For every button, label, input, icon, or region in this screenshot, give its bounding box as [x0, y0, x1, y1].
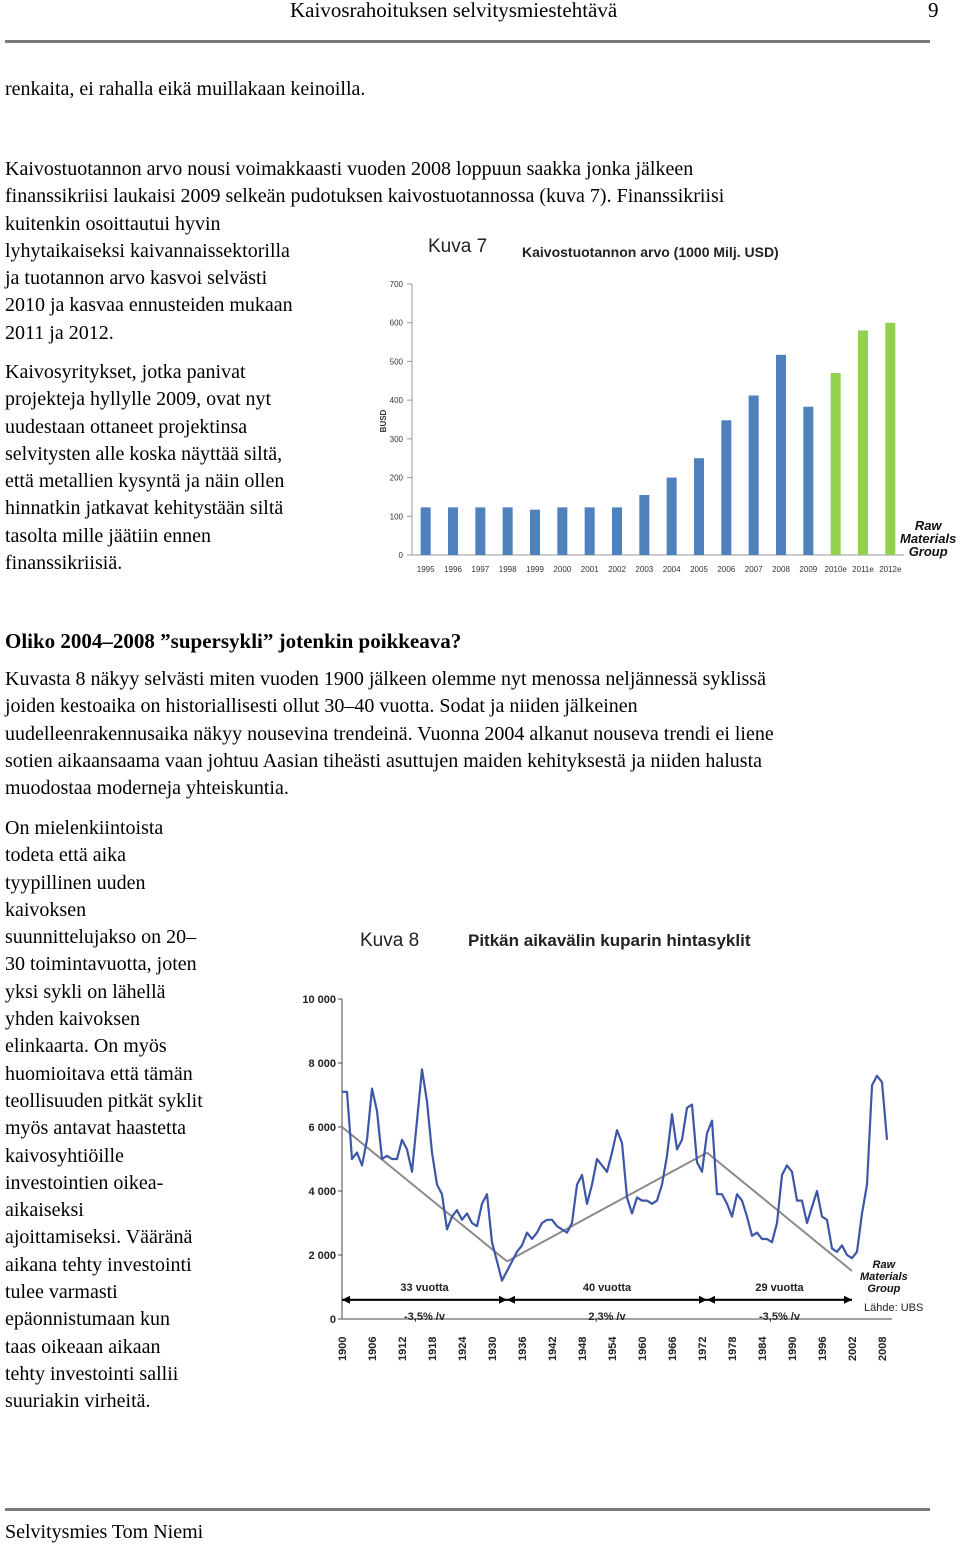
- bar-1997: [475, 507, 485, 555]
- para5-line: tehty investointi sallii: [5, 1362, 179, 1385]
- para2-line: kuitenkin osoittautui hyvin: [5, 212, 221, 235]
- para5-line: ajoittamiseksi. Vääränä: [5, 1226, 193, 1249]
- x-tick-label: 1948: [577, 1336, 589, 1361]
- x-tick-label: 2004: [662, 565, 681, 574]
- logo-line: Materials: [900, 531, 957, 546]
- bar-2004: [667, 478, 677, 555]
- y-tick-label: 8 000: [308, 1058, 336, 1070]
- para3-line: tasolta mille jäätiin ennen: [5, 524, 212, 547]
- y-tick-label: 4 000: [308, 1186, 336, 1198]
- x-tick-label: 1906: [367, 1336, 379, 1361]
- cycle-rate-label: 2,3% /v: [588, 1310, 626, 1323]
- para2-line: 2010 ja kasvaa ennusteiden mukaan: [5, 294, 293, 317]
- para5-line: myös antavat haastetta: [5, 1117, 187, 1140]
- figure-8-line-chart: [290, 918, 940, 1368]
- bar-2009: [803, 407, 813, 555]
- cycle-duration-label: 33 vuotta: [400, 1281, 449, 1294]
- para5-line: teollisuuden pitkät syklit: [5, 1089, 203, 1112]
- para3-line: finanssikriisiä.: [5, 552, 123, 575]
- para5-line: kaivoksen: [5, 898, 87, 921]
- logo-line: Materials: [860, 1271, 908, 1283]
- figure-7-y-axis-label: BUSD: [379, 409, 388, 433]
- para3-line: Kaivosyritykset, jotka panivat: [5, 361, 246, 383]
- x-tick-label: 1990: [787, 1336, 799, 1361]
- para5-line: huomioitava että tämän: [5, 1062, 193, 1085]
- x-tick-label: 1930: [487, 1336, 499, 1361]
- cycle-arrow-head: [342, 1296, 350, 1304]
- y-tick-label: 0: [329, 1314, 336, 1326]
- paragraph-cycles: [5, 666, 774, 802]
- x-tick-label: 1997: [471, 565, 490, 574]
- para5-line: elinkaarta. On myös: [5, 1035, 167, 1058]
- cycle-arrow-head: [507, 1296, 515, 1304]
- bar-2001: [585, 507, 595, 555]
- cycle-arrow-head: [844, 1296, 852, 1304]
- cycle-rate-label: -3,5% /v: [404, 1310, 445, 1323]
- copper-price-line: [342, 1069, 887, 1280]
- x-tick-label: 1998: [498, 565, 517, 574]
- bar-2007: [749, 395, 759, 555]
- x-tick-label: 1978: [727, 1336, 739, 1361]
- cycle-rate-label: -3,5% /v: [759, 1310, 800, 1323]
- cycle-arrow-head: [699, 1296, 707, 1304]
- bar-2000: [557, 507, 567, 555]
- x-tick-label: 1912: [397, 1336, 409, 1361]
- x-tick-label: 1996: [817, 1336, 829, 1361]
- x-tick-label: 2012e: [879, 565, 902, 574]
- y-tick-label: 0: [398, 551, 403, 560]
- para5-line: 30 toimintavuotta, joten: [5, 953, 197, 976]
- cycle-arrow-head: [707, 1296, 715, 1304]
- header-title: Kaivosrahoituksen selvitysmiestehtävä: [290, 0, 618, 22]
- bar-2006: [721, 420, 731, 555]
- x-tick-label: 1999: [526, 565, 544, 574]
- x-tick-label: 1966: [667, 1336, 679, 1361]
- y-tick-label: 10 000: [302, 994, 336, 1006]
- bar-1999: [530, 510, 540, 555]
- x-tick-label: 2007: [744, 565, 763, 574]
- para5-line: On mielenkiintoista: [5, 817, 164, 839]
- figure-8-title: Pitkän aikavälin kuparin hintasyklit: [468, 931, 751, 950]
- x-tick-label: 2009: [799, 565, 818, 574]
- para5-line: yksi sykli on lähellä: [5, 980, 166, 1003]
- x-tick-label: 1995: [416, 565, 435, 574]
- y-tick-label: 2 000: [308, 1250, 336, 1262]
- para5-line: suunnittelujakso on 20–: [5, 926, 197, 949]
- bar-1995: [421, 507, 431, 555]
- para5-line: tulee varmasti: [5, 1281, 118, 1304]
- bar-2012e: [885, 323, 895, 555]
- x-tick-label: 1984: [757, 1336, 769, 1361]
- x-tick-label: 1996: [444, 565, 462, 574]
- x-tick-label: 1936: [517, 1336, 529, 1361]
- para4-line: sotien aikaansaama vaan johtuu Aasian tiheästi asuttujen maiden kehityksestä ja niiden halusta: [5, 749, 763, 772]
- x-tick-label: 2005: [690, 565, 708, 574]
- bar-2008: [776, 355, 786, 555]
- x-tick-label: 2002: [847, 1336, 859, 1361]
- bar-2005: [694, 458, 704, 555]
- para2-line: 2011 ja 2012.: [5, 321, 114, 344]
- bar-1998: [503, 507, 513, 555]
- bar-2003: [639, 495, 649, 555]
- cycle-duration-label: 40 vuotta: [582, 1281, 632, 1294]
- trend-line: [342, 1127, 507, 1261]
- para3-line: uudestaan ottaneet projektinsa: [5, 415, 248, 438]
- x-tick-label: 1942: [547, 1336, 559, 1361]
- x-tick-label: 1960: [637, 1336, 649, 1361]
- bar-2010e: [831, 373, 841, 555]
- footer-author: Selvitysmies Tom Niemi: [5, 1521, 204, 1543]
- para5-line: suuriakin virheitä.: [5, 1390, 151, 1413]
- figure-8-label: Kuva 8: [360, 930, 420, 951]
- logo-line: Raw: [914, 518, 942, 533]
- para5-line: todeta että aika: [5, 844, 127, 867]
- y-tick-label: 200: [389, 473, 403, 483]
- y-tick-label: 500: [389, 357, 403, 367]
- para3-line: hinnatkin jatkavat kehitystään siltä: [5, 497, 284, 520]
- figure-7-label: Kuva 7: [428, 236, 488, 257]
- raw-materials-group-logo-8: [860, 1259, 908, 1295]
- figure-7-title: Kaivostuotannon arvo (1000 Milj. USD): [522, 244, 779, 260]
- x-tick-label: 1900: [337, 1336, 349, 1361]
- y-tick-label: 700: [389, 280, 403, 289]
- bar-2011e: [858, 330, 868, 555]
- para2-line: ja tuotannon arvo kasvoi selvästi: [5, 267, 268, 290]
- x-tick-label: 2000: [553, 565, 572, 574]
- para3-line: selvitysten alle koska näyttää siltä,: [5, 442, 283, 465]
- y-tick-label: 100: [389, 512, 403, 522]
- section-heading: Oliko 2004–2008 ”supersykli” jotenkin poikkeava?: [5, 629, 462, 653]
- x-tick-label: 1924: [457, 1336, 469, 1361]
- para5-line: epäonnistumaan kun: [5, 1308, 170, 1331]
- x-tick-label: 2010e: [824, 565, 847, 574]
- x-tick-label: 2008: [772, 565, 790, 574]
- y-tick-label: 600: [389, 318, 403, 328]
- para5-line: kaivosyhtiöille: [5, 1144, 124, 1167]
- para4-line: muodostaa moderneja yhteiskuntia.: [5, 777, 289, 800]
- x-tick-label: 1972: [697, 1336, 709, 1361]
- x-tick-label: 2003: [635, 565, 654, 574]
- para2-line: finanssikriisi laukaisi 2009 selkeän pudotuksen kaivostuotannossa (kuva 7). Finanssikriisi: [5, 185, 725, 208]
- x-tick-label: 2011e: [852, 565, 874, 574]
- paragraph-mine-lifecycle: [5, 815, 203, 1416]
- x-tick-label: 1954: [607, 1336, 619, 1361]
- para5-line: taas oikeaan aikaan: [5, 1335, 161, 1358]
- cycle-arrow-head: [499, 1296, 507, 1304]
- page-number: 9: [928, 0, 939, 22]
- x-tick-label: 2001: [580, 565, 599, 574]
- para5-line: yhden kaivoksen: [5, 1008, 140, 1031]
- figure-7-bar-chart: [360, 228, 960, 580]
- x-tick-label: 2008: [877, 1336, 889, 1361]
- x-tick-label: 2002: [608, 565, 626, 574]
- y-tick-label: 400: [389, 396, 403, 406]
- para3-line: projekteja hyllylle 2009, ovat nyt: [5, 388, 272, 411]
- paragraph-mining-companies: [5, 359, 284, 577]
- para5-line: aikaiseksi: [5, 1199, 84, 1222]
- para5-line: tyypillinen uuden: [5, 871, 146, 894]
- y-tick-label: 300: [389, 434, 403, 444]
- logo-line: Group: [867, 1283, 901, 1295]
- x-tick-label: 2006: [717, 565, 736, 574]
- x-tick-label: 1918: [427, 1336, 439, 1361]
- para4-line: Kuvasta 8 näkyy selvästi miten vuoden 1900 jälkeen olemme nyt menossa neljännessä syklissä: [5, 668, 766, 690]
- para5-line: investointien oikea-: [5, 1171, 164, 1194]
- para4-line: uudelleenrakennusaika näkyy nousevina trendeinä. Vuonna 2004 alkanut nouseva trendi ei liene: [5, 722, 774, 745]
- logo-line: Group: [908, 544, 948, 559]
- para2-line: Kaivostuotannon arvo nousi voimakkaasti vuoden 2008 loppuun saakka jonka jälkeen: [5, 158, 694, 180]
- y-tick-label: 6 000: [308, 1122, 336, 1134]
- header-rule: [5, 40, 930, 43]
- paragraph-intro: renkaita, ei rahalla eikä muillakaan keinoilla.: [5, 78, 366, 100]
- figure-8-source: Lähde: UBS: [864, 1302, 924, 1314]
- bar-2002: [612, 507, 622, 555]
- para3-line: että metallien kysyntä ja näin ollen: [5, 470, 285, 493]
- para4-line: joiden kestoaika on historiallisesti ollut 30–40 vuotta. Sodat ja niiden jälkeinen: [5, 695, 638, 718]
- trend-line: [707, 1153, 852, 1271]
- raw-materials-group-logo-7: [900, 519, 956, 558]
- bar-1996: [448, 507, 458, 555]
- footer-rule: [5, 1508, 930, 1511]
- para2-line: lyhytaikaiseksi kaivannaissektorilla: [5, 239, 290, 262]
- cycle-duration-label: 29 vuotta: [755, 1281, 804, 1294]
- para5-line: aikana tehty investointi: [5, 1253, 192, 1276]
- logo-line: Raw: [872, 1259, 896, 1271]
